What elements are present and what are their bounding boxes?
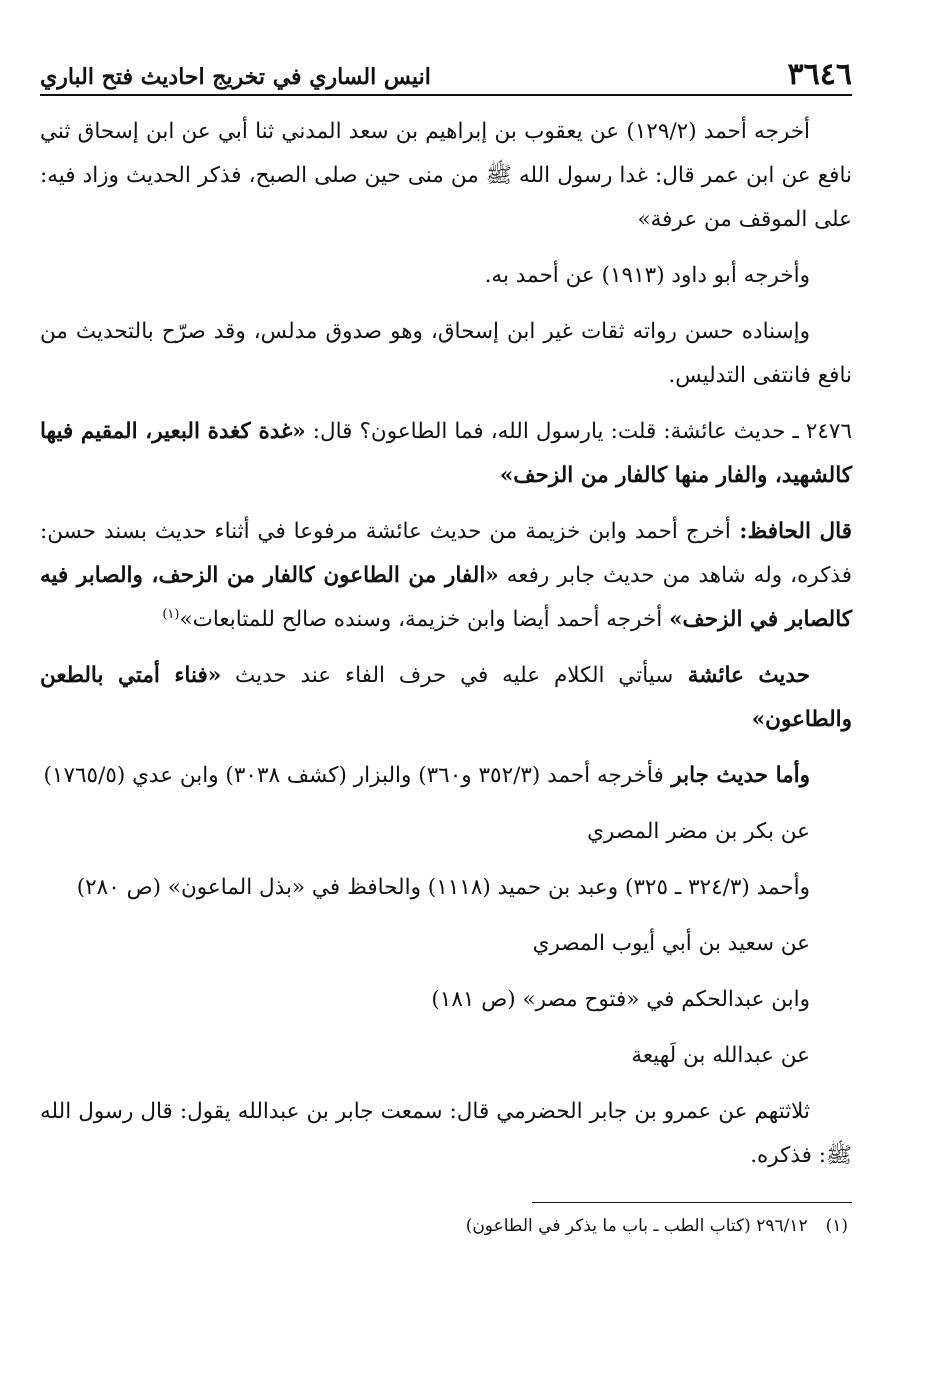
paragraph-jabir [40,754,852,798]
paragraph-11: وابن عبدالحكم في «فتوح مصر» (ص ١٨١) [431,987,810,1012]
aisha-quote: «فناء أمتي بالطعن والطاعون» [40,663,852,732]
paragraph-hafiz [40,510,852,642]
aisha-text: سيأتي الكلام عليه في حرف الفاء عند حديث [221,663,674,688]
page-header [40,50,852,90]
footnote-number: (١) [825,1216,848,1236]
footnote-ref: (١) [162,606,180,622]
hafiz-label: قال الحافظ: [730,519,852,544]
hadith-entry-quote: «غدة كغدة البعير، المقيم فيها كالشهيد، والفار منها كالفار من الزحف» [40,419,852,488]
page-body [40,110,852,1178]
running-title: انيس الساري في تخريج احاديث فتح الباري [40,64,431,90]
paragraph-8: عن بكر بن مضر المصري [587,819,810,844]
hafiz-text-2: أخرجه أحمد أيضا وابن خزيمة، وسنده صالح للمتابعات» [179,607,670,632]
footnote-rule [532,1202,852,1203]
paragraph-aisha [40,654,852,742]
aisha-label: حديث عائشة [673,663,810,688]
page-number: ٣٦٤٦ [787,57,852,92]
jabir-text: فأخرجه أحمد (٣٥٢/٣ و٣٦٠) والبزار (كشف ٣٠٣٨) وابن عدي (١٧٦٥/٥) [43,763,664,788]
hadith-entry-lead: ٢٤٧٦ ـ حديث عائشة: قلت: يارسول الله، فما الطاعون؟ قال: [305,419,852,444]
paragraph-10: عن سعيد بن أبي أيوب المصري [532,931,810,956]
jabir-label: وأما حديث جابر [663,763,810,788]
hafiz-text-1: أخرج أحمد وابن خزيمة من حديث عائشة مرفوعا في أثناء حديث بسند حسن: فذكره، وله شاهد من حديث جابر رفعه [40,519,852,588]
paragraph-9: وأحمد (٣٢٤/٣ ـ ٣٢٥) وعبد بن حميد (١١١٨) والحافظ في «بذل الماعون» (ص ٢٨٠) [76,875,810,900]
paragraph-13: ثلاثتهم عن عمرو بن جابر الحضرمي قال: سمعت جابر بن عبدالله يقول: قال رسول الله ﷺ: فذكره. [40,1099,852,1168]
paragraph-12: عن عبدالله بن لَهيعة [631,1043,810,1068]
footnote-text: ٢٩٦/١٢ (كتاب الطب ـ باب ما يذكر في الطاعون) [465,1216,808,1236]
paragraph-2: وأخرجه أبو داود (١٩١٣) عن أحمد به. [484,263,810,288]
footnote [40,1213,852,1239]
hadith-entry-2476 [40,410,852,498]
hafiz-quote: «الفار من الطاعون كالفار من الزحف، والصابر فيه كالصابر في الزحف» [40,563,852,632]
header-rule [40,94,852,96]
paragraph-1: أخرجه أحمد (١٢٩/٢) عن يعقوب بن إبراهيم بن سعد المدني ثنا أبي عن ابن إسحاق ثني نافع عن ابن عمر قال: غدا رسول الله ﷺ من منى حين صلى الصبح، فذكر الحديث وزاد فيه: على الموقف من عرفة» [40,119,852,232]
paragraph-3: وإسناده حسن رواته ثقات غير ابن إسحاق، وهو صدوق مدلس، وقد صرّح بالتحديث من نافع فانتفى التدليس. [40,319,852,388]
